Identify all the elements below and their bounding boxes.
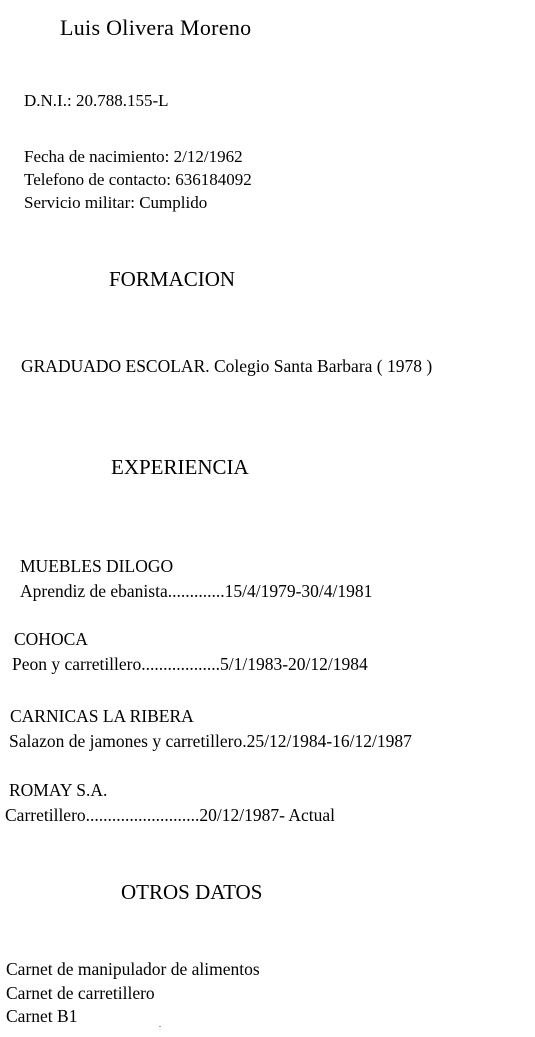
otros-item: Carnet B1	[6, 1006, 78, 1026]
candidate-name: Luis Olivera Moreno	[60, 15, 252, 40]
scan-speck	[159, 1026, 161, 1027]
job-detail: Salazon de jamones y carretillero.25/12/1984-16/12/1987	[9, 731, 412, 751]
formacion-entry: GRADUADO ESCOLAR. Colegio Santa Barbara ( 1978 )	[21, 356, 433, 376]
otros-datos-heading: OTROS DATOS	[121, 880, 263, 904]
job-company: MUEBLES DILOGO	[20, 556, 174, 576]
military-service-line: Servicio militar: Cumplido	[24, 193, 208, 212]
otros-item: Carnet de carretillero	[6, 983, 155, 1003]
job-detail: Carretillero..........................20/12/1987- Actual	[5, 805, 336, 825]
job-company: COHOCA	[14, 629, 88, 649]
job-detail: Peon y carretillero..................5/1/1983-20/12/1984	[12, 654, 368, 674]
birth-date-line: Fecha de nacimiento: 2/12/1962	[24, 147, 243, 166]
experiencia-heading: EXPERIENCIA	[111, 455, 249, 479]
job-detail: Aprendiz de ebanista.............15/4/1979-30/4/1981	[20, 581, 373, 601]
phone-line: Telefono de contacto: 636184092	[24, 170, 252, 189]
job-company: ROMAY S.A.	[9, 780, 108, 800]
job-company: CARNICAS LA RIBERA	[10, 706, 194, 726]
formacion-heading: FORMACION	[109, 267, 236, 291]
dni-line: D.N.I.: 20.788.155-L	[24, 91, 169, 110]
otros-item: Carnet de manipulador de alimentos	[6, 959, 260, 979]
